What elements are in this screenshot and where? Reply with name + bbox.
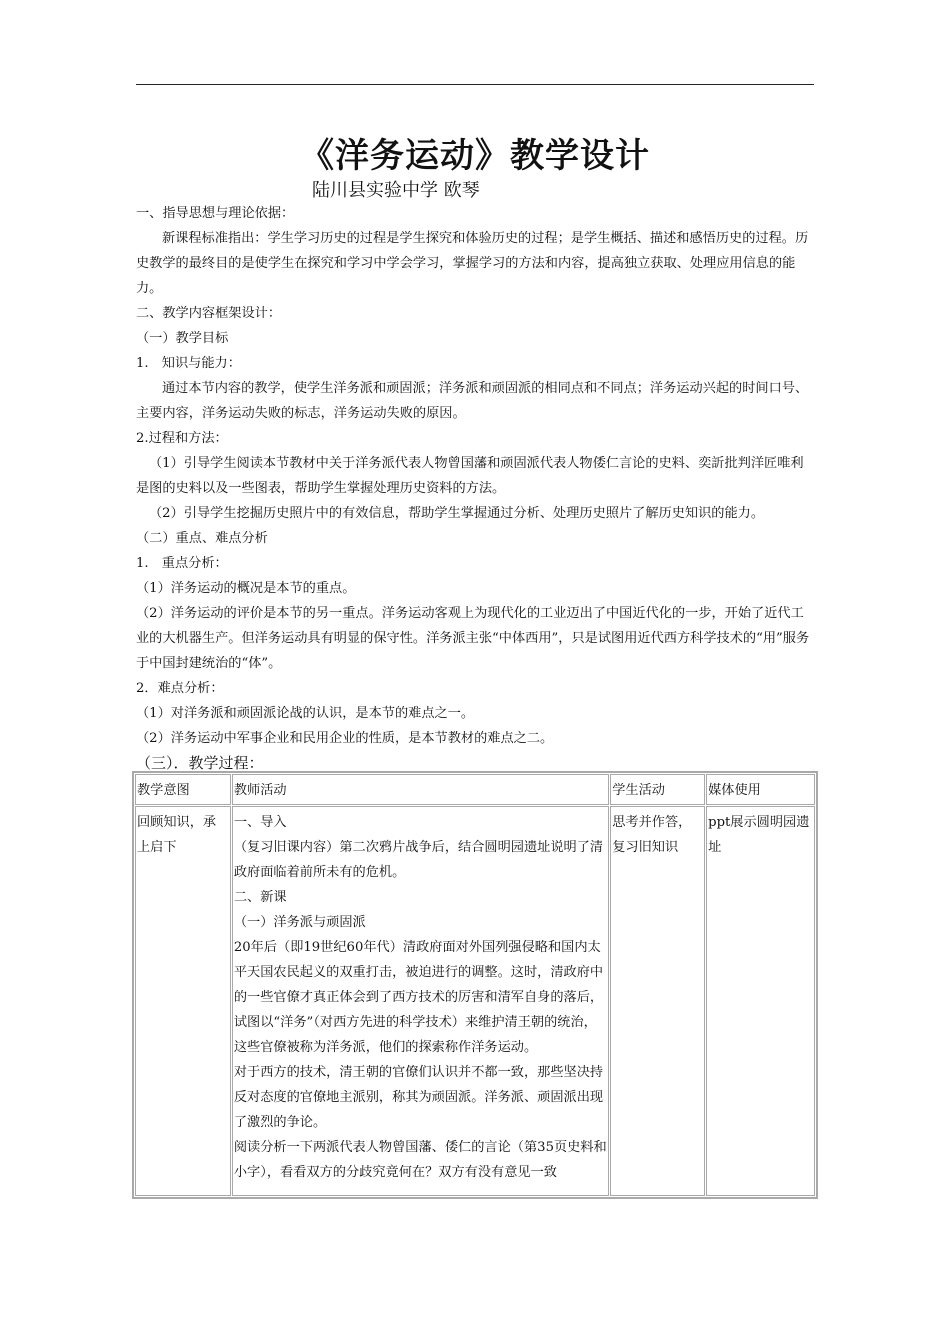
key-1-item-2: （2）洋务运动的评价是本节的另一重点。洋务运动客观上为现代化的工业迈出了中国近代化的一步，开始了近代工业的大机器生产。但洋务运动具有明显的保守性。洋务派主张“中体西用”，只是试图用近代西方科学技术的“用”服务于中国封建统治的“体”。 xyxy=(136,606,810,671)
key-1-item-1: （1）洋务运动的概况是本节的重点。 xyxy=(136,581,356,596)
key-2-heading: 2．难点分析： xyxy=(136,681,224,696)
header-intent: 教学意图 xyxy=(135,774,231,805)
goal-2-item-1: （1）引导学生阅读本节教材中关于洋务派代表人物曾国藩和顽固派代表人物倭仁言论的史料、奕訢批判洋匠唯利是图的史料以及一些图表，帮助学生掌握处理历史资料的方法。 xyxy=(136,456,804,496)
goal-2-item-2: （2）引导学生挖掘历史照片中的有效信息，帮助学生掌握通过分析、处理历史照片了解历史知识的能力。 xyxy=(149,506,765,521)
teacher-line: 一、导入 xyxy=(233,815,287,830)
section-2-heading: 二、教学内容框架设计： xyxy=(136,306,282,321)
teacher-line: 20年后（即19世纪60年代）清政府面对外国列强侵略和国内太平天国农民起义的双重打击，被迫进行的调整。这时，清政府中的一些官僚才真正体会到了西方技术的厉害和清军自身的落后，试图以“洋务”（对西方先进的科学技术）来维护清王朝的统治，这些官僚被称为洋务派，他们的探索称作洋务运动。 xyxy=(233,940,604,1055)
key-2-item-2: （2）洋务运动中军事企业和民用企业的性质，是本节教材的难点之二。 xyxy=(136,731,554,746)
cell-media: ppt展示圆明园遗址 xyxy=(706,806,815,1196)
document-body xyxy=(136,201,816,776)
goal-1-paragraph: 通过本节内容的教学，使学生洋务派和顽固派；洋务派和顽固派的相同点和不同点；洋务运动兴起的时间口号、主要内容，洋务运动失败的标志，洋务运动失败的原因。 xyxy=(136,381,809,421)
table-header-row xyxy=(135,774,815,805)
goal-heading: （一）教学目标 xyxy=(136,331,229,346)
key-2-item-1: （1）对洋务派和顽固派论战的认识，是本节的难点之一。 xyxy=(136,706,475,721)
cell-intent: 回顾知识，承上启下 xyxy=(135,806,231,1196)
header-teacher: 教师活动 xyxy=(232,774,609,805)
header-media: 媒体使用 xyxy=(706,774,815,805)
header-rule xyxy=(136,84,814,85)
key-difficulty-heading: （二）重点、难点分析 xyxy=(136,531,268,546)
key-1-heading: 1. 重点分析： xyxy=(136,556,228,571)
cell-teacher xyxy=(232,806,609,1196)
author-line: 陆川县实验中学 欧琴 xyxy=(312,180,480,201)
header-student: 学生活动 xyxy=(610,774,705,805)
goal-2-heading: 2.过程和方法： xyxy=(136,431,228,446)
section-1-heading: 一、指导思想与理论依据： xyxy=(136,206,295,221)
teacher-line: 阅读分析一下两派代表人物曾国藩、倭仁的言论（第35页史料和小字），看看双方的分歧究竟何在？双方有没有意见一致 xyxy=(233,1140,607,1180)
teacher-line: （一）洋务派与顽固派 xyxy=(233,915,366,930)
goal-1-heading: 1. 知识与能力： xyxy=(136,356,241,371)
document-title: 《洋务运动》教学设计 xyxy=(300,136,650,176)
section-1-paragraph: 新课程标准指出：学生学习历史的过程是学生探究和体验历史的过程；是学生概括、描述和感悟历史的过程。历史教学的最终目的是使学生在探究和学习中学会学习，掌握学习的方法和内容，提高独立获取、处理应用信息的能力。 xyxy=(136,231,809,296)
teacher-line: 对于西方的技术，清王朝的官僚们认识并不都一致，那些坚决持反对态度的官僚地主派别，称其为顽固派。洋务派、顽固派出现了激烈的争论。 xyxy=(233,1065,604,1130)
cell-student: 思考并作答，复习旧知识 xyxy=(610,806,705,1196)
teaching-process-table xyxy=(132,771,818,1199)
process-heading: （三）．教学过程： xyxy=(136,754,264,772)
table-row xyxy=(135,806,815,1196)
teacher-line: （复习旧课内容）第二次鸦片战争后，结合圆明园遗址说明了清政府面临着前所未有的危机。 xyxy=(233,840,604,880)
teacher-line: 二、新课 xyxy=(233,890,287,905)
